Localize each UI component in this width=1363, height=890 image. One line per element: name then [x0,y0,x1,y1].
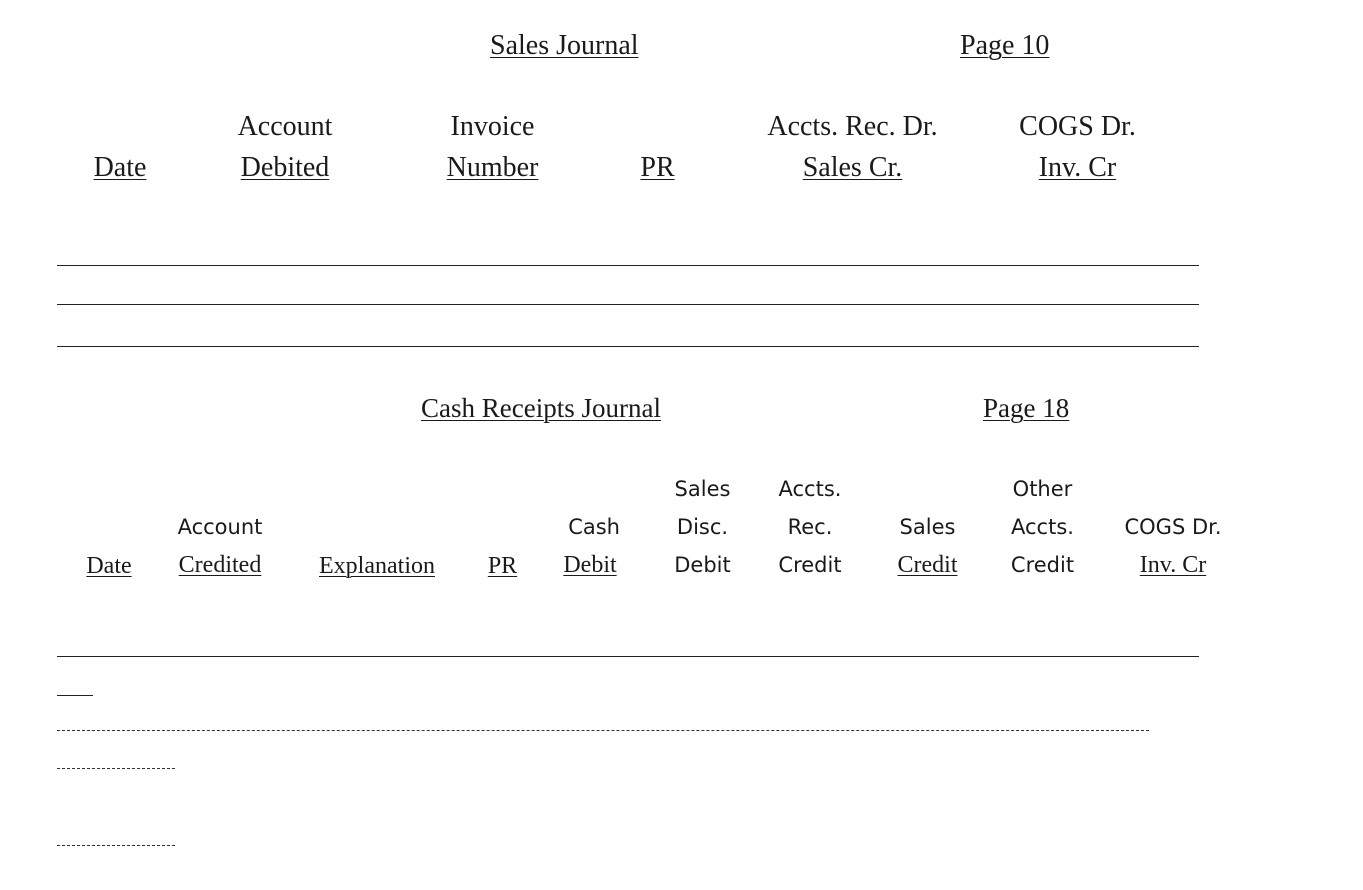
crj-ar-line2: Rec. [787,515,833,539]
sj-header-date [80,151,160,185]
sj-account-line2: Debited [240,152,330,183]
sj-header-ar [740,110,965,185]
crj-disc-line1: Sales [674,477,731,501]
crj-header-cogs [1103,508,1243,584]
crj-header-explanation [292,547,462,585]
crj-cogs-line1: COGS Dr. [1124,515,1222,539]
crj-date-label: Date [86,553,132,579]
crj-sales-line1: Sales [899,515,956,539]
crj-header-account [155,508,285,584]
crj-disc-line3: Debit [674,553,731,577]
sj-invoice-line1: Invoice [450,111,535,142]
sj-entry-line-2 [57,304,1199,305]
crj-explanation-label: Explanation [319,553,435,579]
sales-journal-title: Sales Journal [490,30,639,61]
sj-account-line1: Account [237,111,333,142]
sales-journal-page: Page 10 [960,30,1050,61]
crj-header-cash [545,508,635,584]
crj-pr-label: PR [487,553,518,579]
sj-ar-line2: Sales Cr. [802,152,903,183]
crj-other-line2: Accts. [1011,515,1074,539]
crj-header-other-accts [995,470,1090,584]
sj-cogs-line1: COGS Dr. [1019,111,1136,142]
sj-pr-label: PR [640,152,675,183]
crj-account-line2: Credited [178,552,262,578]
sj-header-cogs [995,110,1160,185]
sj-invoice-line2: Number [446,152,539,183]
sj-entry-line-3 [57,346,1199,347]
crj-header-pr [475,547,530,585]
crj-account-line1: Account [177,515,263,539]
crj-ar-line1: Accts. [778,477,842,501]
crj-ar-line3: Credit [778,553,842,577]
crj-header-date [70,547,148,585]
cash-receipts-journal-title: Cash Receipts Journal [421,393,661,423]
crj-header-accts-rec [765,470,855,584]
sj-header-invoice [420,110,565,185]
sj-header-pr [625,151,690,185]
crj-entry-line-2-stub [57,695,93,696]
crj-entry-line-3 [57,730,1149,731]
crj-header-sales [880,508,975,584]
sj-ar-line1: Accts. Rec. Dr. [767,111,938,142]
sj-entry-line-1 [57,265,1199,266]
crj-sales-line2: Credit [897,552,958,578]
crj-entry-line-5-stub [57,845,175,846]
crj-other-line3: Credit [1010,553,1075,577]
sj-cogs-line2: Inv. Cr [1038,152,1117,183]
sj-header-account [200,110,370,185]
cash-receipts-journal-page: Page 18 [983,393,1070,423]
crj-cash-line2: Debit [563,552,617,578]
crj-other-line1: Other [1012,477,1073,501]
crj-cogs-line2: Inv. Cr [1139,552,1207,578]
crj-cash-line1: Cash [568,515,620,539]
sj-date-label: Date [93,152,147,183]
crj-entry-line-4-stub [57,768,175,769]
crj-disc-line2: Disc. [676,515,729,539]
crj-header-sales-disc [655,470,750,584]
crj-entry-line-1 [57,656,1199,657]
